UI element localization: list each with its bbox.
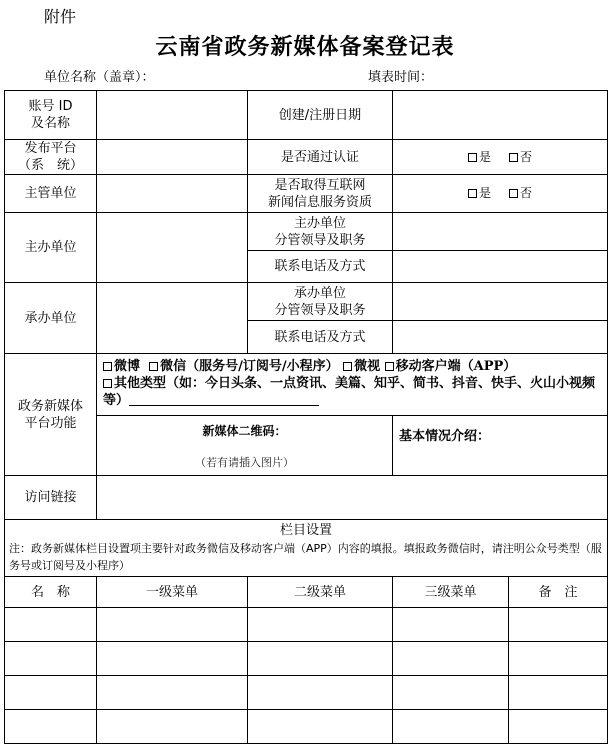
- unit-name-label: 单位名称（盖章）：: [44, 70, 155, 85]
- checkbox-icon[interactable]: [103, 362, 112, 371]
- undertaker-contact-label: 联系电话及方式: [248, 321, 393, 354]
- menu-cell[interactable]: [248, 710, 393, 744]
- columns-section-note: 注：政务新媒体栏目设置项主要针对政务微信及移动客户端（APP）内容的填报。填报政务微信时，请注明公众号类型（服务号或订阅号及小程序）: [9, 542, 602, 572]
- checkbox-icon[interactable]: [103, 379, 112, 388]
- option-weibo[interactable]: [103, 359, 140, 374]
- menu-cell[interactable]: [248, 642, 393, 676]
- menu-cell[interactable]: [5, 676, 97, 710]
- menu-cell[interactable]: [5, 710, 97, 744]
- fill-date-label: 填表时间：: [368, 70, 434, 85]
- host-contact-field[interactable]: [393, 251, 608, 283]
- checkbox-icon[interactable]: [509, 153, 518, 162]
- yes-text: 是: [478, 186, 491, 200]
- registration-form: [4, 90, 608, 744]
- certified-label: 是否通过认证: [248, 140, 393, 175]
- attachment-label: 附件: [44, 7, 77, 26]
- menu-cell[interactable]: [393, 608, 509, 642]
- checkbox-icon[interactable]: [385, 362, 394, 371]
- option-weishi-label: 微视: [354, 359, 381, 374]
- menu-header-level3: 三级菜单: [393, 577, 509, 608]
- undertaker-leader-field[interactable]: [393, 283, 608, 321]
- certified-yes-option[interactable]: [468, 149, 491, 166]
- no-text: 否: [520, 149, 533, 164]
- platform-type-options: [97, 354, 608, 416]
- no-text: 否: [520, 186, 533, 200]
- created-date-label: 创建/注册日期: [248, 91, 393, 140]
- menu-cell[interactable]: [509, 642, 608, 676]
- menu-cell[interactable]: [5, 608, 97, 642]
- qr-code-cell[interactable]: [97, 416, 393, 476]
- option-app[interactable]: [385, 359, 517, 374]
- basic-info-label: 基本情况介绍：: [399, 429, 491, 444]
- option-app-label: 移动客户端（APP）: [395, 359, 517, 374]
- option-other-label: 其他类型（如：今日头条、一点资讯、美篇、知乎、简书、抖音、快手、火山小视频等）: [103, 376, 596, 408]
- host-unit-field[interactable]: [97, 213, 248, 283]
- access-link-field[interactable]: [97, 476, 608, 520]
- checkbox-icon[interactable]: [149, 362, 158, 371]
- undertaker-contact-field[interactable]: [393, 321, 608, 354]
- option-wechat-label: 微信（服务号/订阅号/小程序）: [160, 359, 339, 374]
- table-row: [5, 642, 608, 676]
- menu-cell[interactable]: [509, 710, 608, 744]
- checkbox-icon[interactable]: [468, 153, 477, 162]
- qr-code-label: 新媒体二维码：: [202, 423, 287, 438]
- checkbox-icon[interactable]: [509, 189, 518, 198]
- host-leader-label: 主办单位 分管领导及职务: [248, 213, 393, 251]
- certified-no-option[interactable]: [509, 149, 532, 166]
- license-options: [393, 175, 608, 213]
- checkbox-icon[interactable]: [468, 189, 477, 198]
- menu-header-remark: 备 注: [509, 577, 608, 608]
- license-no-option[interactable]: [509, 185, 532, 202]
- yes-text: 是: [478, 149, 491, 164]
- qr-code-note: （若有请插入图片）: [195, 455, 294, 469]
- option-wechat[interactable]: [149, 359, 339, 374]
- form-title: 云南省政务新媒体备案登记表: [155, 34, 455, 60]
- checkbox-icon[interactable]: [343, 362, 352, 371]
- option-weishi[interactable]: [343, 359, 380, 374]
- access-link-label: 访问链接: [5, 476, 97, 520]
- platform-field[interactable]: [97, 140, 248, 175]
- menu-cell[interactable]: [248, 676, 393, 710]
- supervisor-field[interactable]: [97, 175, 248, 213]
- menu-header-level1: 一级菜单: [97, 577, 248, 608]
- menu-cell[interactable]: [393, 676, 509, 710]
- menu-cell[interactable]: [248, 608, 393, 642]
- created-date-field[interactable]: [393, 91, 608, 140]
- undertaker-leader-label: 承办单位 分管领导及职务: [248, 283, 393, 321]
- account-id-label: 账号 ID 及名称: [5, 91, 97, 140]
- menu-cell[interactable]: [509, 676, 608, 710]
- supervisor-label: 主管单位: [5, 175, 97, 213]
- table-row: [5, 608, 608, 642]
- menu-cell[interactable]: [5, 642, 97, 676]
- table-row: [5, 676, 608, 710]
- license-yes-option[interactable]: [468, 185, 491, 202]
- menu-cell[interactable]: [509, 608, 608, 642]
- account-id-field[interactable]: [97, 91, 248, 140]
- menu-cell[interactable]: [97, 608, 248, 642]
- undertaker-field[interactable]: [97, 283, 248, 354]
- platform-function-label: 政务新媒体 平台功能: [5, 354, 97, 476]
- license-label: 是否取得互联网 新闻信息服务资质: [248, 175, 393, 213]
- host-leader-field[interactable]: [393, 213, 608, 251]
- other-type-blank[interactable]: [129, 393, 319, 406]
- certified-options: [393, 140, 608, 175]
- basic-info-cell[interactable]: [393, 416, 608, 476]
- columns-section-title: 栏目设置: [279, 523, 332, 538]
- menu-cell[interactable]: [393, 710, 509, 744]
- host-unit-label: 主办单位: [5, 213, 97, 283]
- option-weibo-label: 微博: [114, 359, 141, 374]
- platform-label: 发布平台 （系 统）: [5, 140, 97, 175]
- table-row: [5, 710, 608, 744]
- menu-header-level2: 二级菜单: [248, 577, 393, 608]
- host-contact-label: 联系电话及方式: [248, 251, 393, 283]
- menu-cell[interactable]: [97, 642, 248, 676]
- undertaker-label: 承办单位: [5, 283, 97, 354]
- menu-header-name: 名 称: [5, 577, 97, 608]
- columns-section: [5, 520, 608, 577]
- menu-cell[interactable]: [97, 710, 248, 744]
- menu-cell[interactable]: [393, 642, 509, 676]
- menu-cell[interactable]: [97, 676, 248, 710]
